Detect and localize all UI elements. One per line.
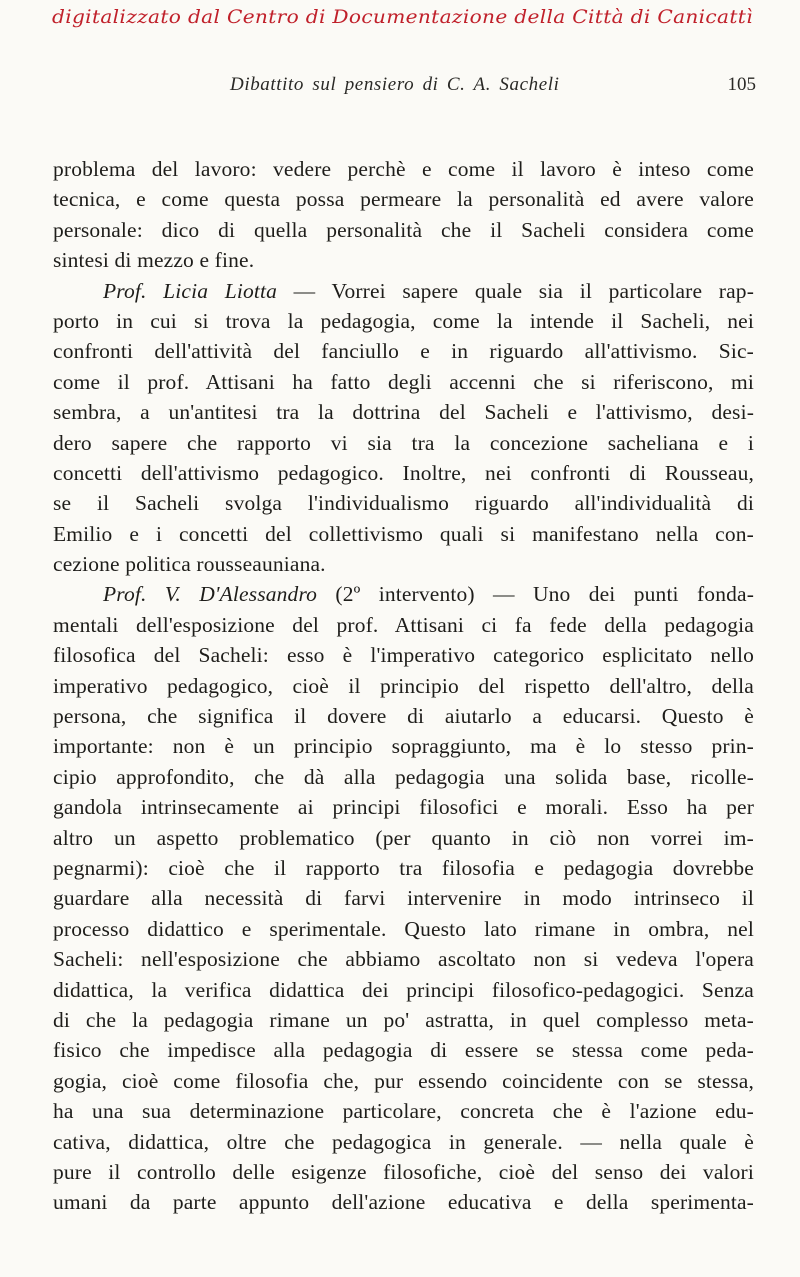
line-text: gogia, cioè come filosofia che, pur essendo coincidente con se stessa, (53, 1068, 754, 1093)
text-line (53, 154, 754, 184)
line-text: pegnarmi): cioè che il rapporto tra filosofia e pedagogia dovrebbe (53, 855, 754, 880)
text-line (53, 428, 754, 458)
text-line (53, 215, 754, 245)
line-text: Sacheli: nell'esposizione che abbiamo ascoltato non si vedeva l'opera (53, 947, 754, 972)
line-text: (2º intervento) — Uno dei punti fonda- (317, 582, 754, 607)
line-text: persona, che significa il dovere di aiutarlo a educarsi. Questo è (53, 704, 754, 729)
text-line (53, 823, 754, 853)
line-text: umani da parte appunto dell'azione educativa e della sperimenta- (53, 1190, 754, 1215)
text-line (53, 671, 754, 701)
text-line (53, 276, 754, 306)
line-text: porto in cui si trova la pedagogia, come la intende il Sacheli, nei (53, 308, 754, 333)
line-text: confronti dell'attività del fanciullo e in riguardo all'attivismo. Sic- (53, 339, 754, 364)
line-text: fisico che impedisce alla pedagogia di essere se stessa come peda- (53, 1038, 754, 1063)
text-line (53, 1187, 754, 1217)
text-line (53, 1127, 754, 1157)
page-number: 105 (727, 74, 756, 95)
line-text: personale: dico di quella personalità che il Sacheli considera come (53, 217, 754, 242)
text-line (53, 1096, 754, 1126)
line-text: cezione politica rousseauniana. (53, 552, 326, 577)
text-line (53, 762, 754, 792)
running-title: Dibattito sul pensiero di C. A. Sacheli (230, 74, 560, 95)
line-text: come il prof. Attisani ha fatto degli accenni che si riferiscono, mi (53, 369, 754, 394)
line-text: problema del lavoro: vedere perchè e come il lavoro è inteso come (53, 157, 754, 181)
text-line (53, 853, 754, 883)
text-line (53, 792, 754, 822)
body-text (53, 154, 754, 1218)
line-text: didattica, la verifica didattica dei principi filosofico-pedagogici. Senza (53, 977, 754, 1002)
line-text: sembra, a un'antitesi tra la dottrina del Sacheli e l'attivismo, desi- (53, 400, 754, 425)
line-text: guardare alla necessità di farvi intervenire in modo intrinseco il (53, 886, 754, 911)
text-line (53, 458, 754, 488)
digitization-watermark: digitalizzato dal Centro di Documentazione della Città di Canicattì (52, 6, 753, 28)
speaker-name: Prof. V. D'Alessandro (103, 582, 318, 607)
text-line (53, 367, 754, 397)
line-text: cipio approfondito, che dà alla pedagogia una solida base, ricolle- (53, 764, 754, 789)
text-line (53, 883, 754, 913)
speaker-name: Prof. Licia Liotta (103, 278, 278, 303)
line-text: cativa, didattica, oltre che pedagogica in generale. — nella quale è (53, 1129, 754, 1154)
line-text: di che la pedagogia rimane un po' astratta, in quel complesso meta- (53, 1007, 754, 1032)
line-text: dero sapere che rapporto vi sia tra la concezione sacheliana e i (53, 430, 754, 455)
text-line (53, 1035, 754, 1065)
line-text: se il Sacheli svolga l'individualismo riguardo all'individualità di (53, 491, 754, 516)
line-text: tecnica, e come questa possa permeare la personalità ed avere valore (53, 187, 754, 212)
line-text: sintesi di mezzo e fine. (53, 248, 255, 273)
text-line (53, 306, 754, 336)
text-line (53, 944, 754, 974)
text-line (53, 1157, 754, 1187)
text-line (53, 975, 754, 1005)
text-line (53, 397, 754, 427)
line-text: pure il controllo delle esigenze filosofiche, cioè del senso dei valori (53, 1159, 754, 1184)
text-line (53, 640, 754, 670)
line-text: processo didattico e sperimentale. Questo lato rimane in ombra, nel (53, 916, 754, 941)
line-text: mentali dell'esposizione del prof. Attisani ci fa fede della pedagogia (53, 612, 754, 637)
text-line (53, 1066, 754, 1096)
line-text: altro un aspetto problematico (per quanto in ciò non vorrei im- (53, 825, 754, 850)
text-line (53, 579, 754, 609)
line-text: importante: non è un principio sopraggiunto, ma è lo stesso prin- (53, 734, 754, 759)
text-line (53, 488, 754, 518)
text-line (53, 336, 754, 366)
line-text: imperativo pedagogico, cioè il principio del rispetto dell'altro, della (53, 673, 754, 698)
text-line (53, 549, 754, 579)
text-line (53, 610, 754, 640)
text-line (53, 1005, 754, 1035)
text-line (53, 245, 754, 275)
line-text: — Vorrei sapere quale sia il particolare rap- (277, 278, 754, 303)
line-text: filosofica del Sacheli: esso è l'imperativo categorico esplicitato nello (53, 643, 754, 668)
line-text: gandola intrinsecamente ai principi filosofici e morali. Esso ha per (53, 795, 754, 820)
line-text: Emilio e i concetti del collettivismo quali si manifestano nella con- (53, 521, 754, 546)
line-text: ha una sua determinazione particolare, concreta che è l'azione edu- (53, 1099, 754, 1124)
line-text: concetti dell'attivismo pedagogico. Inoltre, nei confronti di Rousseau, (53, 460, 754, 485)
text-line (53, 184, 754, 214)
text-line (53, 731, 754, 761)
text-line (53, 519, 754, 549)
text-line (53, 914, 754, 944)
text-line (53, 701, 754, 731)
